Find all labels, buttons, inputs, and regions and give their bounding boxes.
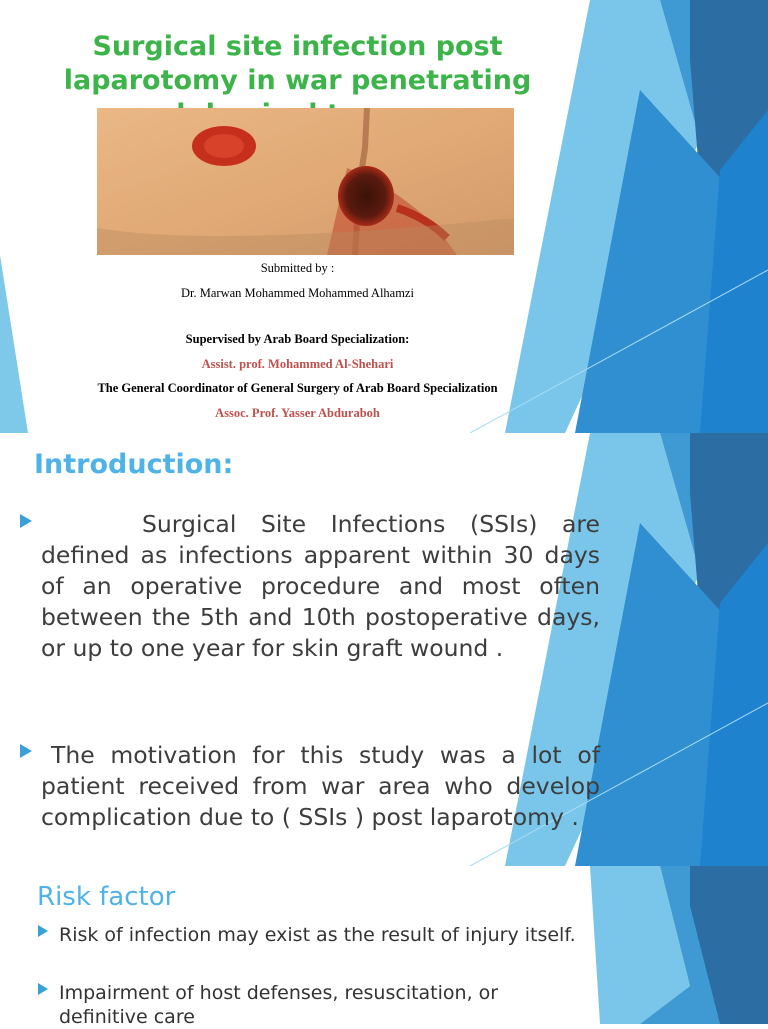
slide-risk-factor [0,866,768,1028]
submitted-by-label: Submitted by : [260,261,335,275]
intro-bullet-2: The motivation for this study was a lot of patient received from war area who develop complication due to ( SSIs ) post laparotomy . [41,741,600,831]
coordinator-label: The General Coordinator of General Surgery of Arab Board Specialization [97,381,498,395]
slide-title-text: Surgical site infection post laparotomy in war penetrating [63,31,532,96]
triangle-bullet-icon [20,744,32,758]
risk-bullet-2: Impairment of host defenses, resuscitation, or definitive care [59,982,499,1028]
wound-photo [97,108,514,255]
supervised-by-label: Supervised by Arab Board Specialization: [185,332,410,346]
introduction-heading: Introduction: [34,449,234,480]
author-name: Dr. Marwan Mohammed Mohammed Alhamzi [181,286,414,300]
triangle-bullet-icon [20,514,32,528]
triangle-bullet-icon [38,925,48,937]
slide-introduction [0,433,768,866]
triangle-bullet-icon [38,983,48,995]
risk-bullet-1: Risk of infection may exist as the result of injury itself. [59,924,576,946]
slide-title [0,0,768,433]
intro-bullet-1: Surgical Site Infections (SSIs) are defined as infections apparent within 30 days of an operative procedure and most often between the 5th and 10th postoperative days, or up to one year for skin graft wound . [41,510,600,662]
risk-factor-heading: Risk factor [37,882,176,912]
coordinator-name: Assoc. Prof. Yasser Abduraboh [215,406,380,420]
supervisor-name: Assist. prof. Mohammed Al-Shehari [201,357,394,371]
